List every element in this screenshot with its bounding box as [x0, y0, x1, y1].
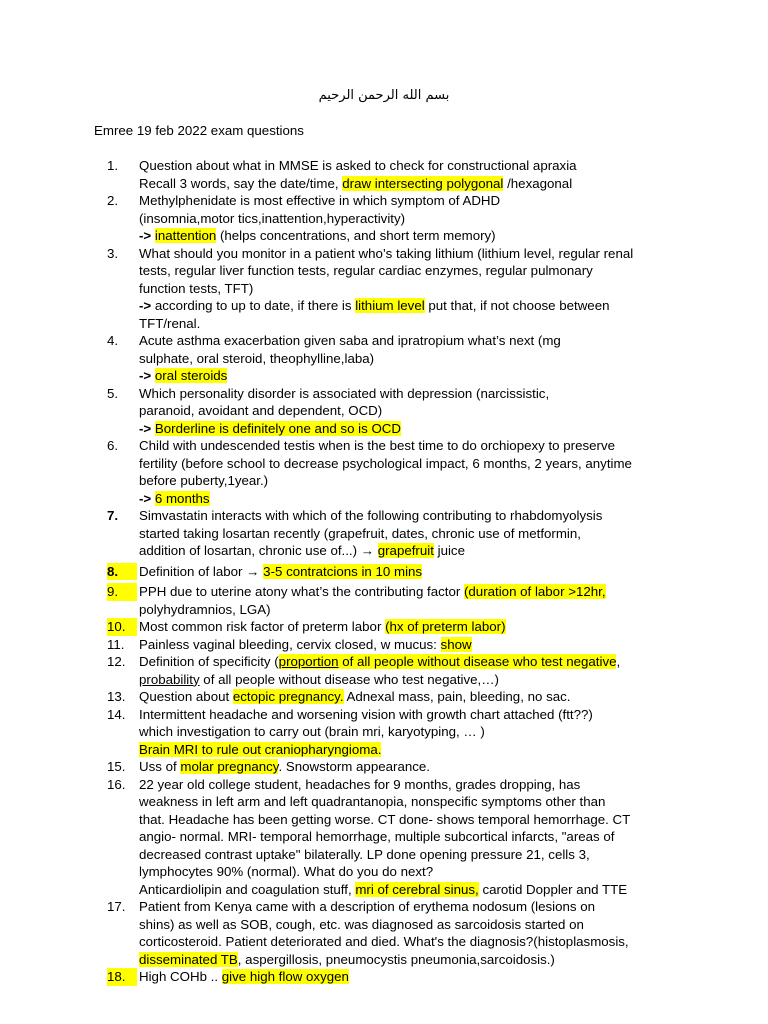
text-run: -> [139, 490, 155, 506]
item-line [139, 175, 672, 193]
item-number: 9. [107, 583, 137, 601]
item-number: 16. [107, 776, 126, 792]
item-line [139, 402, 672, 420]
highlighted-answer: grapefruit [377, 543, 434, 558]
highlighted-answer: 6 months [154, 490, 210, 506]
item-line [139, 280, 672, 298]
text-run: shins) as well as SOB, cough, etc. was diagnosed as sarcoidosis started on [139, 916, 584, 932]
highlighted-answer: lithium level [355, 298, 425, 313]
text-run: -> [139, 228, 155, 243]
text-run: according to up to date, if there is [154, 298, 356, 313]
item-line [139, 507, 672, 525]
highlighted-answer: inattention [154, 228, 217, 243]
item-line [139, 420, 672, 438]
text-run: tests, regular liver function tests, regular cardiac enzymes, regular pulmonary [139, 263, 593, 278]
item-line [139, 227, 672, 245]
item-line [139, 350, 672, 368]
highlighted-answer: ectopic pregnancy. [232, 689, 344, 704]
item-line [139, 671, 672, 689]
item-line [139, 542, 672, 560]
text-run: Child with undescended testis when is the best time to do orchiopexy to preserve [139, 438, 615, 453]
item-line [139, 618, 672, 636]
item-line [139, 332, 672, 350]
list-item [0, 618, 768, 636]
item-line [139, 898, 672, 916]
item-line [139, 653, 672, 671]
list-item [0, 688, 768, 706]
item-line [139, 583, 672, 601]
item-line [139, 636, 672, 654]
item-line [139, 793, 672, 811]
text-run: What should you monitor in a patient who’s taking lithium (lithium level, regular renal [139, 245, 634, 261]
highlighted-answer: Borderline is definitely one and so is OCD [154, 420, 402, 436]
text-run: , [616, 654, 621, 669]
item-line [139, 245, 672, 263]
item-line [139, 706, 672, 724]
item-line [139, 951, 672, 969]
highlighted-answer: proportion [278, 654, 339, 669]
text-run: -> [139, 420, 155, 436]
text-run: carotid Doppler and TTE [478, 881, 628, 897]
question-list [0, 157, 768, 986]
text-run: corticosteroid. Patient deteriorated and died. What's the diagnosis?(histoplasmosis, [139, 934, 629, 949]
text-run: High COHb .. [139, 969, 222, 984]
text-run: Intermittent headache and worsening vision with growth chart attached (ftt??) [139, 706, 593, 722]
text-run: Question about what in MMSE is asked to check for constructional apraxia [139, 158, 577, 173]
item-number: 5. [107, 385, 119, 401]
highlighted-answer: (duration of labor >12hr, [463, 584, 606, 599]
list-item [0, 563, 768, 581]
item-line [139, 776, 672, 794]
item-line [139, 192, 672, 210]
text-run: fertility (before school to decrease psychological impact, 6 months, 2 years, anytime [139, 455, 632, 471]
text-run: polyhydramnios, LGA) [139, 601, 271, 617]
item-number: 13. [107, 689, 126, 704]
list-item [0, 968, 768, 986]
text-run: Uss of [139, 759, 181, 774]
text-run: paranoid, avoidant and dependent, OCD) [139, 403, 383, 418]
text-run: . Snowstorm appearance. [278, 759, 430, 774]
item-line [139, 828, 672, 846]
item-number: 1. [107, 158, 119, 173]
item-number: 14. [107, 706, 126, 722]
text-run: weakness in left arm and left quadrantanopia, nonspecific symptoms other than [139, 794, 606, 809]
item-line [139, 455, 672, 473]
text-run: , aspergillosis, pneumocystis pneumonia,sarcoidosis.) [237, 951, 555, 967]
item-line [139, 881, 672, 899]
list-item [0, 437, 768, 507]
highlighted-answer: 3-5 contratcions in 10 mins [263, 563, 423, 579]
item-number: 10. [107, 618, 137, 636]
item-line [139, 525, 672, 543]
list-item [0, 776, 768, 899]
item-line [139, 157, 672, 175]
item-number: 8. [107, 563, 137, 581]
text-run: Definition of specificity ( [139, 654, 279, 669]
item-number: 6. [107, 438, 119, 453]
text-run: 22 year old college student, headaches for 9 months, grades dropping, has [139, 776, 581, 792]
item-number: 2. [107, 193, 119, 208]
text-run: TFT/renal. [139, 315, 201, 331]
item-number: 12. [107, 654, 126, 669]
list-item [0, 706, 768, 759]
text-run: Anticardiolipin and coagulation stuff, [139, 881, 356, 897]
text-run: Most common risk factor of preterm labor [139, 619, 386, 634]
item-line [139, 933, 672, 951]
item-number: 18. [107, 968, 137, 986]
list-item [0, 653, 768, 688]
list-item [0, 385, 768, 438]
highlighted-answer: (hx of preterm labor) [385, 619, 506, 634]
item-line [139, 315, 672, 333]
item-line [139, 688, 672, 706]
list-item [0, 192, 768, 245]
list-item [0, 507, 768, 560]
item-line [139, 385, 672, 403]
text-run: Patient from Kenya came with a description of erythema nodosum (lesions on [139, 899, 596, 914]
text-run: which investigation to carry out (brain mri, karyotyping, … ) [139, 724, 485, 739]
item-line [139, 563, 672, 581]
bismillah-heading: بسم الله الرحمن الرحيم [318, 88, 450, 103]
text-run: Methylphenidate is most effective in which symptom of ADHD [139, 193, 501, 208]
highlighted-answer: show [440, 636, 472, 652]
text-run: started taking losartan recently (grapefruit, dates, chronic use of metformin, [139, 525, 581, 541]
text-run: (helps concentrations, and short term memory) [216, 228, 496, 243]
item-line [139, 846, 672, 864]
item-number: 11. [107, 636, 125, 652]
list-item [0, 245, 768, 333]
item-number: 3. [107, 245, 119, 261]
list-item [0, 583, 768, 618]
text-run: Simvastatin interacts with which of the following contributing to rhabdomyolysis [139, 508, 603, 523]
text-run: put that, if not choose between [424, 298, 610, 313]
list-item [0, 332, 768, 385]
text-run: function tests, TFT) [139, 280, 254, 296]
text-run: Which personality disorder is associated with depression (narcissistic, [139, 385, 550, 401]
text-run: juice [433, 543, 465, 558]
list-item [0, 758, 768, 776]
item-number: 17. [107, 899, 126, 914]
text-run: decreased contrast uptake" bilaterally. LP done opening pressure 21, cells 3, [139, 846, 590, 862]
item-line [139, 262, 672, 280]
text-run: Painless vaginal bleeding, cervix closed, w mucus: [139, 636, 441, 652]
text-run: -> [139, 298, 155, 313]
item-line [139, 210, 672, 228]
item-line [139, 297, 672, 315]
highlighted-answer: give high flow oxygen [221, 969, 349, 984]
text-run: that. Headache has been getting worse. CT done- shows temporal hemorrhage. CT [139, 811, 631, 827]
item-line [139, 723, 672, 741]
text-run: /hexagonal [503, 175, 573, 191]
list-item [0, 157, 768, 192]
item-line [139, 811, 672, 829]
text-run: of all people without disease who test negative,…) [199, 671, 499, 687]
text-run: Acute asthma exacerbation given saba and ipratropium what’s next (mg [139, 333, 561, 348]
item-line [139, 490, 672, 508]
item-number: 15. [107, 759, 126, 774]
list-item [0, 898, 768, 968]
highlighted-answer: draw intersecting polygonal [342, 175, 504, 191]
text-run: sulphate, oral steroid, theophylline,laba) [139, 350, 375, 366]
text-run: Question about [139, 689, 233, 704]
item-line [139, 367, 672, 385]
highlighted-answer: of all people without disease who test negative [338, 654, 617, 669]
item-line [139, 741, 672, 759]
document-title: Emree 19 feb 2022 exam questions [94, 123, 304, 138]
text-run: before puberty,1year.) [139, 473, 269, 488]
text-run: angio- normal. MRI- temporal hemorrhage, multiple subcortical infarcts, "areas of [139, 829, 615, 844]
highlighted-answer: molar pregnancy [180, 759, 279, 774]
highlighted-answer: oral steroids [154, 368, 228, 383]
item-line [139, 863, 672, 881]
text-run: PPH due to uterine atony what’s the contributing factor [139, 584, 464, 599]
item-number: 7. [107, 508, 119, 523]
item-line [139, 472, 672, 490]
highlighted-answer: mri of cerebral sinus, [355, 881, 479, 897]
item-line [139, 437, 672, 455]
item-number: 4. [107, 333, 119, 348]
list-item [0, 636, 768, 654]
item-line [139, 601, 672, 619]
text-run: Recall 3 words, say the date/time, [139, 175, 343, 191]
item-line [139, 968, 672, 986]
item-line [139, 916, 672, 934]
highlighted-answer: disseminated TB [139, 951, 238, 967]
item-line [139, 758, 672, 776]
text-run: Definition of labor → [139, 563, 264, 579]
text-run: addition of losartan, chronic use of...) → [139, 543, 378, 558]
text-run: lymphocytes 90% (normal). What do you do next? [139, 864, 434, 879]
text-run: (insomnia,motor tics,inattention,hyperactivity) [139, 210, 406, 226]
text-run: probability [139, 671, 200, 687]
text-run: -> [139, 368, 155, 383]
text-run: Adnexal mass, pain, bleeding, no sac. [343, 689, 571, 704]
highlighted-answer: Brain MRI to rule out craniopharyngioma. [139, 741, 382, 757]
